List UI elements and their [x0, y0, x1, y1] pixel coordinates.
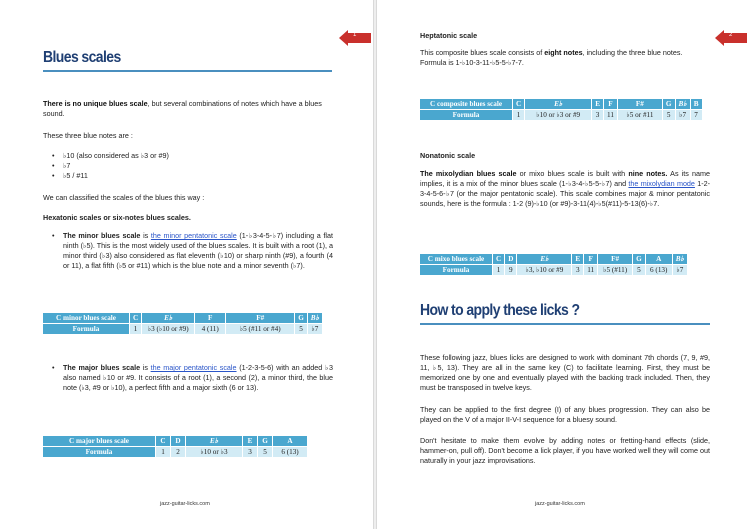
table-cell: ♭7	[676, 110, 690, 120]
table-cell: 2	[171, 447, 185, 457]
page-number: 2	[729, 32, 733, 38]
table-cell: 5	[258, 447, 272, 457]
title-rule	[43, 70, 332, 72]
major-scale-item: • The major blues scale is the major pentatonic scale (1-2-3-5-6) with an added ♭3 also named ♭10 or #9. It consists of a root (1), a second (2), a minor third, the blue note (♭3, #9 or ♭10), a perfect fifth and a major sixth (6 or 13).	[52, 363, 333, 393]
table-cell: E	[572, 254, 583, 264]
table-cell: ♭3 (♭10 or #9)	[142, 324, 194, 334]
table-cell: 1	[493, 265, 504, 275]
mixo-blues-table	[419, 253, 688, 276]
table-cell: E♭	[525, 99, 591, 109]
table-cell: F	[584, 254, 597, 264]
table-cell: 1	[513, 110, 524, 120]
table-cell: 3	[572, 265, 583, 275]
page-marker-2[interactable]	[715, 30, 747, 46]
table-cell: ♭7	[673, 265, 687, 275]
table-cell: Formula	[420, 265, 492, 275]
composite-blues-table	[419, 98, 703, 121]
table-row	[420, 254, 687, 264]
table-cell: 6 (13)	[646, 265, 672, 275]
table-cell: F#	[618, 99, 662, 109]
page-number: 1	[353, 32, 357, 38]
table-cell: C minor blues scale	[43, 313, 129, 323]
table-cell: G	[633, 254, 645, 264]
table-cell: A	[273, 436, 307, 446]
blue-notes-intro: These three blue notes are :	[43, 131, 133, 140]
table-cell: Formula	[43, 324, 129, 334]
table-cell: C	[493, 254, 504, 264]
table-cell: ♭10 or ♭3 or #9	[525, 110, 591, 120]
table-cell: 5	[663, 110, 675, 120]
table-cell: D	[505, 254, 516, 264]
table-row	[43, 324, 322, 334]
classify-text: We can classified the scales of the blues this way :	[43, 193, 205, 202]
table-cell: F#	[226, 313, 294, 323]
table-cell: C composite blues scale	[420, 99, 512, 109]
table-cell: 1	[130, 324, 141, 334]
intro-paragraph: There is no unique blues scale, but several combinations of notes which have a blues sound.	[43, 99, 322, 118]
table-cell: 11	[604, 110, 617, 120]
table-cell: 7	[691, 110, 702, 120]
table-cell: ♭5 or #11	[618, 110, 662, 120]
major-scale-list	[52, 363, 333, 393]
table-cell: 1	[156, 447, 170, 457]
table-row	[420, 99, 702, 109]
table-cell: E♭	[142, 313, 194, 323]
table-cell: G	[295, 313, 307, 323]
table-cell: 5	[633, 265, 645, 275]
table-cell: C	[156, 436, 170, 446]
apply-paragraph-3: Don't hesitate to make them evolve by adding notes or fretting-hand effects (slide, hammer-on, pull off). Don't become a lick player, if you have worked well they will come out naturally in your jazz improvisations.	[420, 436, 710, 465]
table-row	[420, 265, 687, 275]
table-cell: F	[604, 99, 617, 109]
table-row	[43, 313, 322, 323]
table-cell: G	[258, 436, 272, 446]
table-cell: E♭	[186, 436, 242, 446]
heptatonic-paragraph: This composite blues scale consists of eight notes, including the three blue notes. Formula is 1-♭10-3-11-♭5-5-♭7-7.	[420, 48, 683, 67]
minor-scale-item: • The minor blues scale is the minor pentatonic scale (1-♭3-4-5-♭7) including a flat ninth (♭5). This is the most widely used of the blues scales. It is built with a root (1), a minor third (♭3) also considered as flat eleventh (♭10) or sharp ninth (#9), a fourth (4 or 11), a flat fifth (♭5 or #11) which is the blue note and a minor seventh (♭7).	[52, 231, 333, 271]
page-title: Blues scales	[43, 47, 121, 66]
table-cell: 5	[295, 324, 307, 334]
page-footer: jazz-guitar-licks.com	[535, 501, 585, 507]
table-cell: ♭3, ♭10 or #9	[517, 265, 571, 275]
table-cell: G	[663, 99, 675, 109]
page-right	[376, 0, 752, 529]
table-cell: 3	[592, 110, 603, 120]
page-left	[0, 0, 374, 529]
table-cell: ♭10 or ♭3	[186, 447, 242, 457]
table-cell: E	[243, 436, 257, 446]
nonatonic-heading: Nonatonic scale	[420, 151, 476, 160]
page-footer: jazz-guitar-licks.com	[160, 501, 210, 507]
table-cell: ♭5 (#11 or #4)	[226, 324, 294, 334]
table-cell: ♭7	[308, 324, 322, 334]
minor-pentatonic-link[interactable]: the minor pentatonic scale	[150, 231, 237, 240]
page-marker-1[interactable]	[339, 30, 371, 46]
mixolydian-mode-link[interactable]: the mixolydian mode	[628, 179, 695, 188]
table-cell: ♭5 (#11)	[598, 265, 632, 275]
table-cell: B♭	[308, 313, 322, 323]
table-cell: C	[513, 99, 524, 109]
table-cell: C	[130, 313, 141, 323]
table-cell: 11	[584, 265, 597, 275]
table-cell: F#	[598, 254, 632, 264]
title-rule	[420, 323, 710, 325]
table-cell: Formula	[420, 110, 512, 120]
table-row	[43, 436, 307, 446]
minor-blues-table	[42, 312, 323, 335]
table-cell: B	[691, 99, 702, 109]
table-cell: 3	[243, 447, 257, 457]
table-row	[420, 110, 702, 120]
minor-scale-list	[52, 231, 333, 271]
list-item: • ♭10 (also considered as ♭3 or #9)	[52, 151, 332, 161]
table-cell: B♭	[673, 254, 687, 264]
apply-paragraph-2: They can be applied to the first degree (I) of any blues progression. They can also be played on the V of a major II-V-I sequence for a bluesy sound.	[420, 405, 710, 424]
major-pentatonic-link[interactable]: the major pentatonic scale	[150, 363, 237, 372]
table-cell: Formula	[43, 447, 155, 457]
blue-notes-list	[52, 151, 332, 181]
table-cell: E	[592, 99, 603, 109]
table-cell: 9	[505, 265, 516, 275]
table-cell: C major blues scale	[43, 436, 155, 446]
apply-paragraph-1: These following jazz, blues licks are designed to work with dominant 7th chords (7, 9, #9, 11, ♭5, 13). They are all in the same key (C) to facilitate learning. First, they must be memorized one by one and eventually played with the backing track included. Then, they must be transposed in twelve keys.	[420, 353, 710, 392]
apply-title: How to apply these licks ?	[420, 300, 580, 319]
table-cell: D	[171, 436, 185, 446]
table-cell: 4 (11)	[195, 324, 225, 334]
list-item: • ♭7	[52, 161, 332, 171]
table-cell: A	[646, 254, 672, 264]
table-cell: B♭	[676, 99, 690, 109]
table-cell: F	[195, 313, 225, 323]
list-item: • ♭5 / #11	[52, 171, 332, 181]
nonatonic-paragraph: The mixolydian blues scale or mixo blues scale is built with nine notes. As its name implies, it is a mix of the minor blues scale (1-♭3-4-♭5-5-♭7) and the mixolydian mode 1-2-3-4-5-6-♭7 (or the major pentatonic scale). This scale combines major & minor pentatonic sounds, here is the formula : 1-2 (9)-♭10 (or #9)-3-11(4)-♭5(#11)-5-13(6)-♭7.	[420, 169, 711, 208]
hexatonic-heading: Hexatonic scales or six-notes blues scales.	[43, 213, 191, 222]
major-blues-table	[42, 435, 308, 458]
table-cell: C mixo blues scale	[420, 254, 492, 264]
heptatonic-heading: Heptatonic scale	[420, 31, 478, 40]
table-cell: E♭	[517, 254, 571, 264]
table-cell: 6 (13)	[273, 447, 307, 457]
table-row	[43, 447, 307, 457]
